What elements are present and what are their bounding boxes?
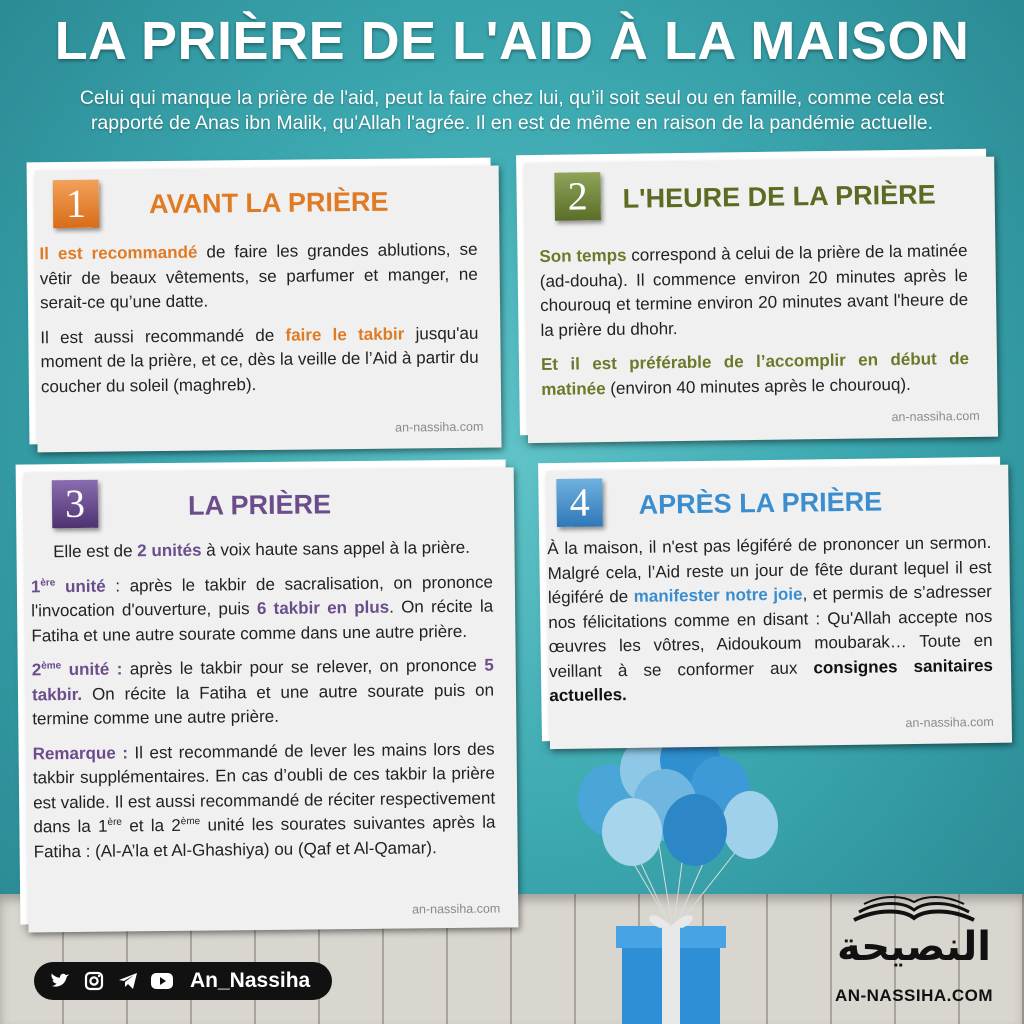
body-text: Il est aussi recommandé de	[40, 325, 286, 347]
instagram-icon[interactable]	[82, 969, 106, 993]
body-text: : après le takbir de sacralisation, on prononce l'invocation d'ouverture, puis	[31, 572, 493, 621]
twitter-icon[interactable]	[48, 969, 72, 993]
card-body: Elle est de 2 unités à voix haute sans appel à la prière. 1ère unité : après le takbir de sacralisation, on prononce l'invocation d'ouverture, puis 6 takbir en plus. On récite la Fatiha et une autre sourate comme dans une autre prière. 2ème unité : après le takbir pour se relever, on prononce 5 takbir. On récite la Fatiha et une autre sourate puis on termine comme une autre prière. Remarque : Il est recommandé de lever les mains lors des takbir supplémentaires. En cas d’oubli de ces takbir la prière est valide. Il est aussi recommandé de réciter respectivement dans la 1ère et la 2ème unité les sourates suivantes après la Fatiha : (Al-A’la et Al-Ghashiya) ou (Qaf et Al-Qamar).	[30, 537, 496, 861]
bold-text: consignes sanitaires actuelles.	[549, 655, 994, 706]
balloons-gift-illustration	[560, 730, 790, 1024]
telegram-icon[interactable]	[116, 969, 140, 993]
body-text: . On récite la Fatiha et une autre sourate comme dans une autre prière.	[31, 596, 494, 645]
card-body	[39, 238, 479, 410]
book-icon	[849, 890, 979, 924]
body-text: À la maison, il n'est pas légiféré de prononcer un sermon. Malgré cela, l’Aid reste un jour de fête durant lequel il est légiféré de	[547, 532, 992, 608]
body-text: Elle est de	[53, 541, 138, 562]
body-text: , et permis de s’adresser nos félicitations comme en disant : Qu'Allah accepte nos œuvres les vôtres, Aidoukoum moubarak… Toute en veillant à se conformer aux	[548, 581, 993, 681]
page-title: LA PRIÈRE DE L'AID À LA MAISON	[54, 11, 970, 71]
logo-url[interactable]: AN-NASSIHA.COM	[834, 986, 994, 1005]
card-title: AVANT LA PRIÈRE	[148, 186, 389, 220]
highlight-text: Il est recommandé	[39, 242, 198, 264]
body-text: On récite la Fatiha et une autre sourate puis on termine comme une autre prière.	[32, 680, 495, 729]
youtube-icon[interactable]	[150, 969, 174, 993]
watermark: an-nassiha.com	[395, 419, 484, 435]
card-la-priere	[16, 459, 511, 924]
badge-number-3: 3	[52, 480, 99, 528]
watermark: an-nassiha.com	[905, 714, 994, 731]
body-text: Il est recommandé de lever les mains lors des takbir supplémentaires. En cas d’oubli de ces takbir la prière est valide. Il est aussi recommandé de réciter respectivement dans la 1	[32, 739, 496, 837]
highlight-text: manifester notre joie	[633, 584, 803, 606]
card-avant-la-priere	[27, 158, 494, 445]
watermark: an-nassiha.com	[891, 408, 980, 425]
highlight-text: 6 takbir en plus	[256, 597, 390, 619]
body-text: de faire les grandes ablutions, se vêtir de beaux vêtements, se parfumer et manger, ne serait-ce qu’une datte.	[39, 239, 478, 313]
badge-number-1: 1	[53, 180, 100, 228]
an-nassiha-logo	[834, 886, 994, 1016]
subtitle-line-2: rapporté de Anas ibn Malik, qu'Allah l'agrée. Il en est de même en raison de la pandémie actuelle.	[90, 112, 934, 134]
social-handle[interactable]: An_Nassiha	[190, 969, 311, 992]
card-heure-de-la-priere	[516, 149, 990, 436]
highlight-text: Et il est préférable de l’accomplir en début de matinée	[540, 348, 970, 399]
card-title: L'HEURE DE LA PRIÈRE	[622, 179, 936, 214]
badge-number-2: 2	[554, 172, 601, 221]
unit-label: 2ème unité :	[31, 659, 123, 680]
body-text: à voix haute sans appel à la prière.	[201, 537, 470, 560]
body-text: après le takbir pour se relever, on prononce	[122, 655, 485, 679]
highlight-text: 2 unités	[137, 540, 202, 561]
badge-number-4: 4	[556, 478, 603, 527]
card-apres-la-priere	[538, 457, 1004, 741]
highlight-text: Son temps	[539, 245, 627, 266]
card-body	[539, 239, 969, 412]
body-text: correspond à celui de la prière de la matinée (ad-douha). Il commence environ 20 minutes après le chourouq et termine environ 20 minutes avant l'heure de la prière du dhohr.	[539, 241, 969, 340]
card-title: LA PRIÈRE	[187, 489, 332, 521]
subtitle-line-1: Celui qui manque la prière de l'aid, peut la faire chez lui, qu’il soit seul ou en famille, comme cela est	[79, 87, 945, 109]
card-title: APRÈS LA PRIÈRE	[638, 486, 883, 520]
remark-label: Remarque :	[32, 742, 129, 763]
highlight-text: faire le takbir	[285, 323, 405, 345]
logo-arabic-text: النصيحة	[837, 924, 991, 970]
social-bar	[34, 962, 332, 1000]
card-body	[547, 531, 993, 719]
highlight-text: 5 takbir.	[31, 655, 494, 704]
page-subtitle	[30, 86, 994, 136]
watermark: an-nassiha.com	[411, 901, 501, 917]
unit-label: 1ère unité	[30, 576, 106, 596]
body-text: (environ 40 minutes après le chourouq).	[605, 374, 911, 398]
body-text: jusqu'au moment de la prière, et ce, dès la veille de l’Aid à partir du coucher du soleil (maghreb).	[40, 323, 479, 396]
